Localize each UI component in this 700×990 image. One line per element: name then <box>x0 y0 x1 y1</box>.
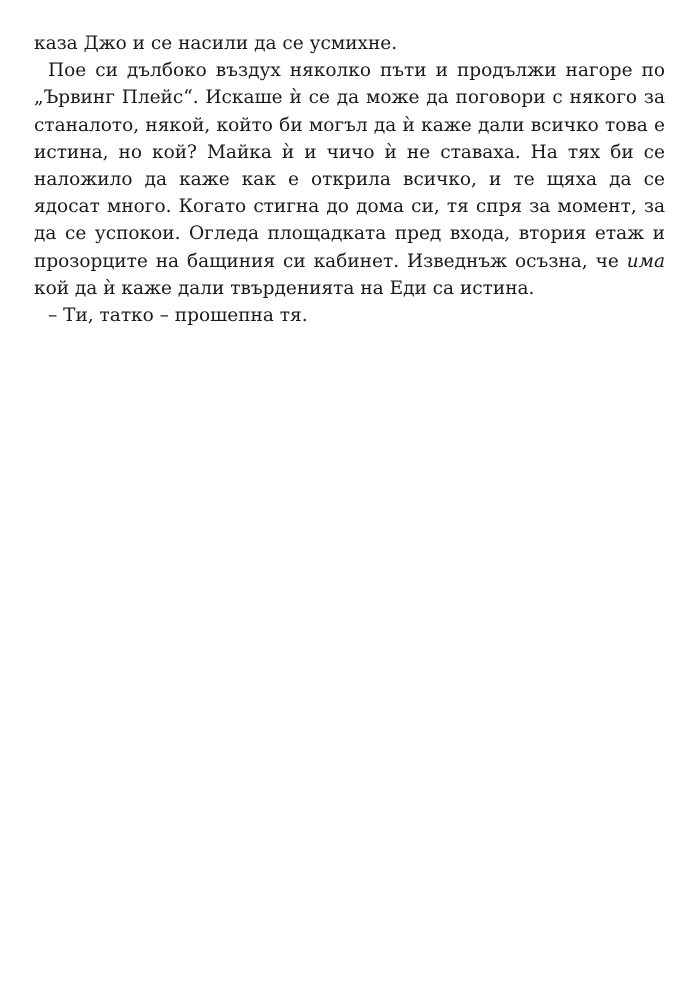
paragraph-2-text-start: Пое си дълбоко въздух няколко пъти и продължи нагоре по „Ървинг Плейс“. Искаше ѝ се да може да поговори с някого за станалото, някой, който би могъл да ѝ каже дали всичко това е истина, но кой? Майка ѝ и чичо ѝ не ставаха. На тях би се наложило да каже как е открила всичко, и те щяха да се ядосат много. Когато стигна до дома си, тя спря за момент, за да се успокои. Огледа площадката пред входа, втория етаж и прозорците на бащиния си кабинет. Изведнъж осъзна, че <box>34 60 665 272</box>
paragraph-2 <box>34 57 665 302</box>
paragraph-2-emphasis: има <box>626 250 665 272</box>
paragraph-1: каза Джо и се насили да се усмихне. <box>34 33 398 54</box>
paragraph-3-dialogue: – Ти, татко – прошепна тя. <box>48 305 308 327</box>
paragraph-2-text-end: кой да ѝ каже дали твърденията на Еди са истина. <box>34 277 535 299</box>
document-page <box>34 30 665 329</box>
